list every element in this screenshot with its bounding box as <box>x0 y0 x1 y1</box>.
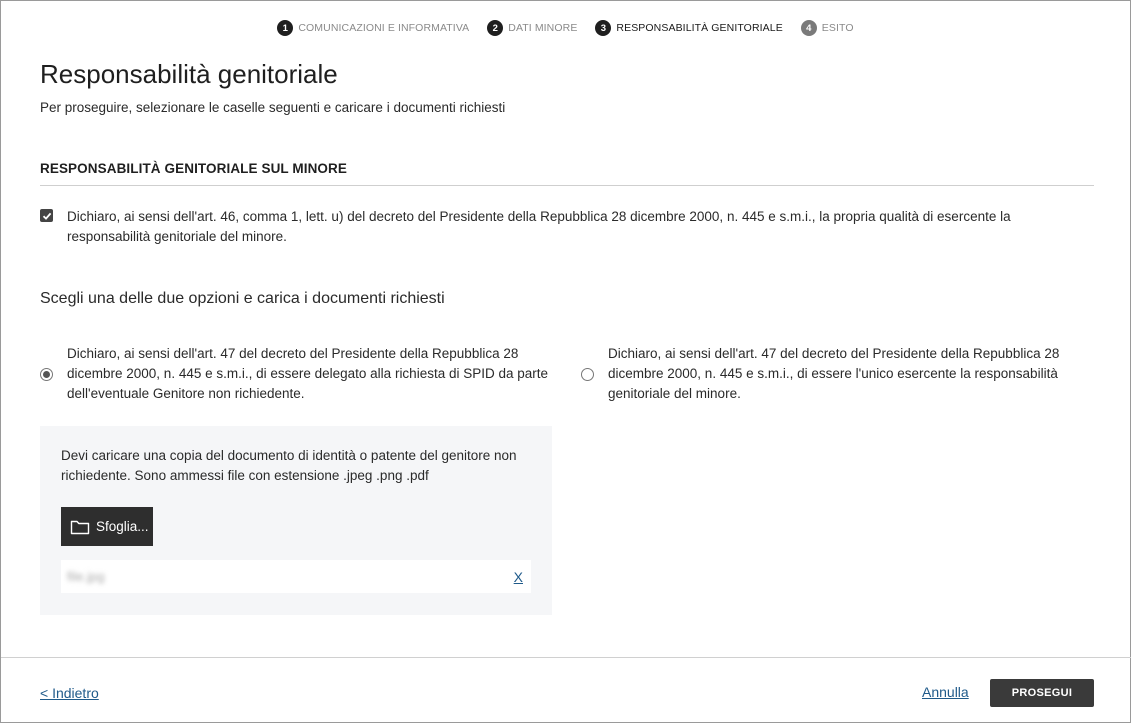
uploaded-file-row <box>61 560 531 593</box>
uploaded-file-name: file.jpg <box>67 569 105 584</box>
option-delegato-text: Dichiaro, ai sensi dell'art. 47 del decreto del Presidente della Repubblica 28 dicembre 2000, n. 445 e s.m.i., di essere delegato alla richiesta di SPID da parte dell'eventuale Genitore non richiedente. <box>67 346 549 401</box>
proceed-button[interactable]: PROSEGUI <box>990 679 1094 707</box>
option-unico-esercente-text: Dichiaro, ai sensi dell'art. 47 del decreto del Presidente della Repubblica 28 dicembre 2000, n. 445 e s.m.i., di essere l'unico esercente la responsabilità genitoriale del minore. <box>608 346 1060 401</box>
footer-divider <box>1 657 1131 658</box>
folder-icon <box>70 519 90 535</box>
back-link[interactable]: < Indietro <box>40 685 99 701</box>
page-subtitle: Per proseguire, selezionare le caselle seguenti e caricare i documenti richiesti <box>40 100 506 115</box>
step-label: ESITO <box>821 22 854 34</box>
check-icon <box>42 211 52 221</box>
declaration-text: Dichiaro, ai sensi dell'art. 46, comma 1, lett. u) del decreto del Presidente della Repubblica 28 dicembre 2000, n. 445 e s.m.i., la propria qualità di esercente la responsabilità genitoriale del minore. <box>67 209 1011 244</box>
step-label: RESPONSABILITÀ GENITORIALE <box>616 22 783 34</box>
browse-button[interactable] <box>61 507 153 546</box>
step-number: 3 <box>595 20 611 36</box>
option-unico-esercente[interactable] <box>581 344 1091 404</box>
upload-panel <box>40 426 552 615</box>
step-label: DATI MINORE <box>508 22 578 34</box>
browse-button-label: Sfoglia... <box>96 519 149 534</box>
stepper <box>1 20 1130 36</box>
step-esito <box>801 20 854 36</box>
options-title: Scegli una delle due opzioni e carica i documenti richiesti <box>40 290 445 307</box>
step-comunicazioni <box>277 20 469 36</box>
option-delegato-radio[interactable] <box>40 368 53 381</box>
option-delegato[interactable] <box>40 344 555 404</box>
option-unico-esercente-radio[interactable] <box>581 368 594 381</box>
page-title: Responsabilità genitoriale <box>40 59 338 89</box>
step-dati-minore <box>487 20 577 36</box>
section-title: RESPONSABILITÀ GENITORIALE SUL MINORE <box>40 161 347 176</box>
declaration-checkbox[interactable] <box>40 209 53 222</box>
step-number: 1 <box>277 20 293 36</box>
section-divider <box>40 185 1094 186</box>
step-number: 4 <box>801 20 817 36</box>
remove-file-link[interactable]: X <box>513 568 523 585</box>
step-label: COMUNICAZIONI E INFORMATIVA <box>298 22 470 34</box>
step-number: 2 <box>487 20 503 36</box>
step-responsabilita <box>595 20 782 36</box>
cancel-link[interactable]: Annulla <box>922 684 969 700</box>
declaration-row <box>40 207 1094 247</box>
upload-instructions: Devi caricare una copia del documento di identità o patente del genitore non richiedente. Sono ammessi file con estensione .jpeg .png .pdf <box>61 448 517 483</box>
